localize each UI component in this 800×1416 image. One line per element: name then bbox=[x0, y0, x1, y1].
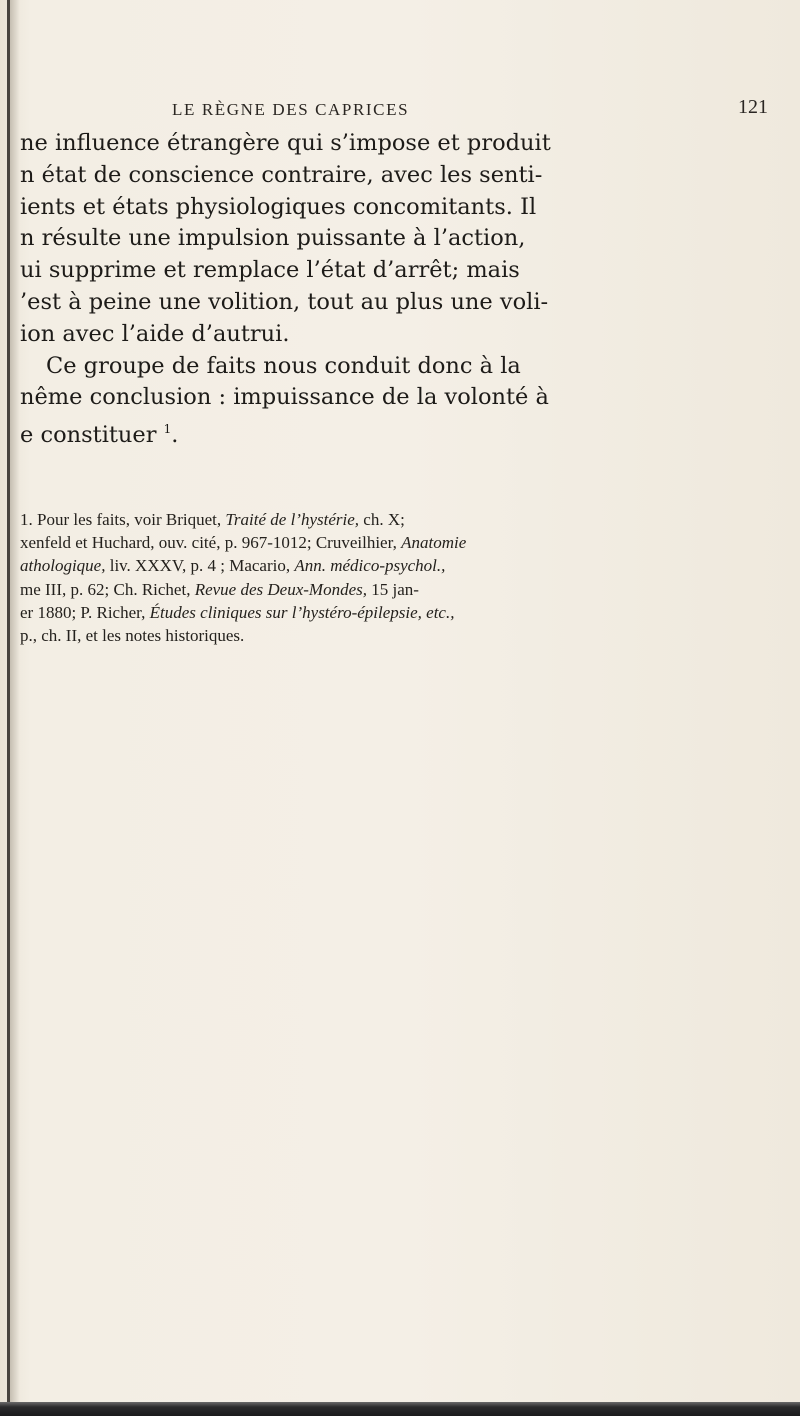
text-line-last bbox=[20, 414, 790, 452]
text-fragment: e constituer bbox=[20, 422, 157, 449]
footnote-text: ch. X; bbox=[359, 510, 405, 529]
text-line: Ce groupe de faits nous conduit donc à la bbox=[46, 352, 521, 379]
footnote-title: Ann. médico-psychol., bbox=[294, 556, 446, 576]
text-line: nême conclusion : impuissance de la volonté à bbox=[20, 384, 549, 411]
footnote-line bbox=[20, 554, 800, 577]
footnote-reference: 1 bbox=[163, 422, 172, 437]
footnote-text: p., ch. II, et les notes historiques. bbox=[20, 626, 245, 646]
footnote-text: me III, p. 62; Ch. Richet, bbox=[20, 579, 195, 599]
text-line: ne influence étrangère qui s’impose et produit bbox=[20, 130, 551, 156]
footnote-title: Revue des Deux-Mondes, bbox=[194, 579, 367, 599]
footnote-title: Études cliniques sur l’hystéro-épilepsie, etc., bbox=[149, 602, 455, 622]
footnote-text: liv. XXXV, p. 4 ; Macario, bbox=[105, 556, 295, 576]
footnote-line bbox=[20, 578, 800, 601]
footnote-title: Traité de l’hystérie, bbox=[225, 510, 360, 529]
text-line: ients et états physiologiques concomitants. Il bbox=[20, 193, 537, 220]
main-text bbox=[20, 128, 790, 452]
text-line: n résulte une impulsion puissante à l’action, bbox=[20, 225, 526, 252]
footnote-title: athologique, bbox=[20, 556, 106, 576]
scan-bottom-edge bbox=[0, 1402, 800, 1416]
footnote-line bbox=[20, 624, 800, 647]
footnote-text: 1. Pour les faits, voir Briquet, bbox=[20, 510, 226, 529]
sentence-end: . bbox=[171, 422, 179, 449]
text-line: ’est à peine une volition, tout au plus une voli- bbox=[20, 288, 549, 315]
footnotes bbox=[20, 508, 800, 647]
footnote-text: er 1880; P. Richer, bbox=[20, 602, 150, 622]
running-head: LE RÈGNE DES CAPRICES bbox=[172, 100, 410, 119]
gutter-shadow bbox=[10, 0, 20, 1416]
footnote-title: Anatomie bbox=[401, 533, 467, 553]
text-line: ui supprime et remplace l’état d’arrêt; mais bbox=[20, 257, 520, 284]
footnote-text: xenfeld et Huchard, ouv. cité, p. 967-1012; Cruveilhier, bbox=[20, 533, 402, 553]
footnote-line bbox=[20, 508, 800, 531]
footnote-text: 15 jan- bbox=[367, 579, 419, 599]
text-line: n état de conscience contraire, avec les senti- bbox=[20, 161, 543, 188]
page-number: 121 bbox=[738, 96, 768, 118]
text-line: ion avec l’aide d’autrui. bbox=[20, 320, 290, 347]
footnote-line bbox=[20, 531, 800, 554]
footnote-line bbox=[20, 601, 800, 624]
